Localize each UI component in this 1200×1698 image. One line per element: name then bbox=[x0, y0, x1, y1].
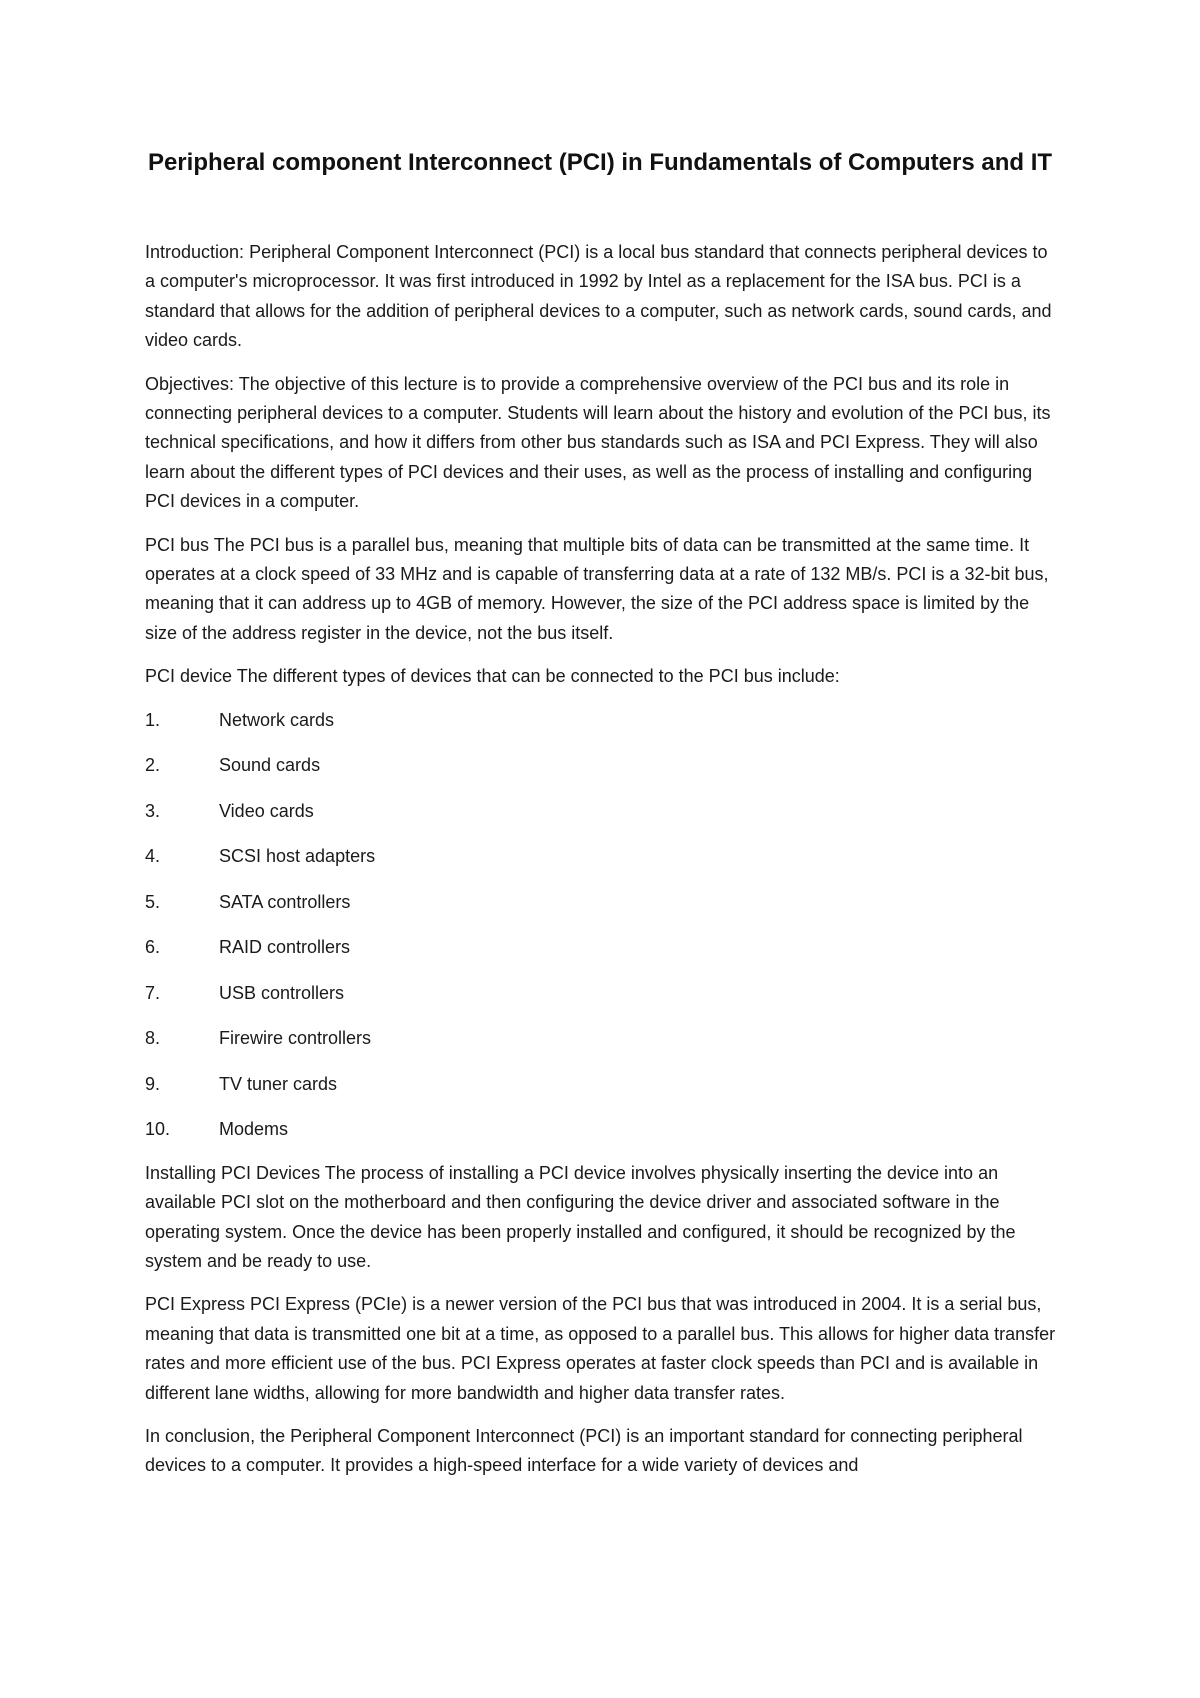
list-item bbox=[145, 979, 1060, 1025]
list-item bbox=[145, 1070, 1060, 1116]
list-item-number: 5. bbox=[145, 891, 161, 912]
list-item bbox=[145, 706, 1060, 752]
page-title: Peripheral component Interconnect (PCI) in Fundamentals of Computers and IT bbox=[147, 149, 1053, 176]
objectives-paragraph: Objectives: The objective of this lecture is to provide a comprehensive overview of the PCI bus and its role in connecting peripheral devices to a computer. Students will learn about the history and evolution of the PCI bus, its technical specifications, and how it differs from other bus standards such as ISA and PCI Express. They will also learn about the different types of PCI devices and their uses, as well as the process of installing and configuring PCI devices in a computer. bbox=[145, 373, 1051, 512]
list-item-label: Network cards bbox=[219, 709, 335, 730]
list-item-label: Firewire controllers bbox=[219, 1028, 372, 1049]
list-item-number: 1. bbox=[145, 709, 161, 730]
pci-express-paragraph: PCI Express PCI Express (PCIe) is a newer version of the PCI bus that was introduced in 2004. It is a serial bus, meaning that data is transmitted one bit at a time, as opposed to a parallel bus. This allows for higher data transfer rates and more efficient use of the bus. PCI Express operates at faster clock speeds than PCI and is available in different lane widths, allowing for more bandwidth and higher data transfer rates. bbox=[145, 1294, 1056, 1403]
list-item-number: 2. bbox=[145, 755, 161, 776]
list-item-label: TV tuner cards bbox=[219, 1073, 338, 1094]
list-item-number: 6. bbox=[145, 937, 161, 958]
list-item-number: 3. bbox=[145, 800, 161, 821]
introduction-paragraph: Introduction: Peripheral Component Interconnect (PCI) is a local bus standard that connects peripheral devices to a computer's microprocessor. It was first introduced in 1992 by Intel as a replacement for the ISA bus. PCI is a standard that allows for the addition of peripheral devices to a computer, such as network cards, sound cards, and video cards. bbox=[145, 242, 1052, 351]
list-item-label: Video cards bbox=[219, 800, 314, 821]
pci-device-paragraph: PCI device The different types of devices that can be connected to the PCI bus include: bbox=[145, 666, 840, 687]
device-list bbox=[145, 706, 1060, 1161]
list-item-number: 9. bbox=[145, 1073, 161, 1094]
list-item bbox=[145, 888, 1060, 934]
list-item-label: Sound cards bbox=[219, 755, 321, 776]
list-item bbox=[145, 933, 1060, 979]
list-item-number: 4. bbox=[145, 846, 161, 867]
conclusion-paragraph: In conclusion, the Peripheral Component Interconnect (PCI) is an important standard for connecting peripheral devices to a computer. It provides a high-speed interface for a wide variety of devices and bbox=[145, 1425, 1023, 1476]
list-item-label: USB controllers bbox=[219, 982, 345, 1003]
list-item-number: 8. bbox=[145, 1028, 161, 1049]
list-item bbox=[145, 842, 1060, 888]
after-list-section bbox=[145, 1159, 1060, 1481]
list-item bbox=[145, 797, 1060, 843]
list-item-label: SCSI host adapters bbox=[219, 846, 376, 867]
list-item-number: 10. bbox=[145, 1119, 171, 1140]
list-item-number: 7. bbox=[145, 982, 161, 1003]
list-item-label: SATA controllers bbox=[219, 891, 351, 912]
document-body bbox=[145, 238, 1060, 1495]
list-item bbox=[145, 751, 1060, 797]
pci-bus-paragraph: PCI bus The PCI bus is a parallel bus, meaning that multiple bits of data can be transmitted at the same time. It operates at a clock speed of 33 MHz and is capable of transferring data at a rate of 132 MB/s. PCI is a 32-bit bus, meaning that it can address up to 4GB of memory. However, the size of the PCI address space is limited by the size of the address register in the device, not the bus itself. bbox=[145, 534, 1049, 643]
list-item-label: RAID controllers bbox=[219, 937, 351, 958]
list-item bbox=[145, 1024, 1060, 1070]
list-item-label: Modems bbox=[219, 1119, 289, 1140]
list-item bbox=[145, 1115, 1060, 1161]
installing-paragraph: Installing PCI Devices The process of installing a PCI device involves physically inserting the device into an available PCI slot on the motherboard and then configuring the device driver and associated software in the operating system. Once the device has been properly installed and configured, it should be recognized by the system and be ready to use. bbox=[145, 1162, 1016, 1271]
